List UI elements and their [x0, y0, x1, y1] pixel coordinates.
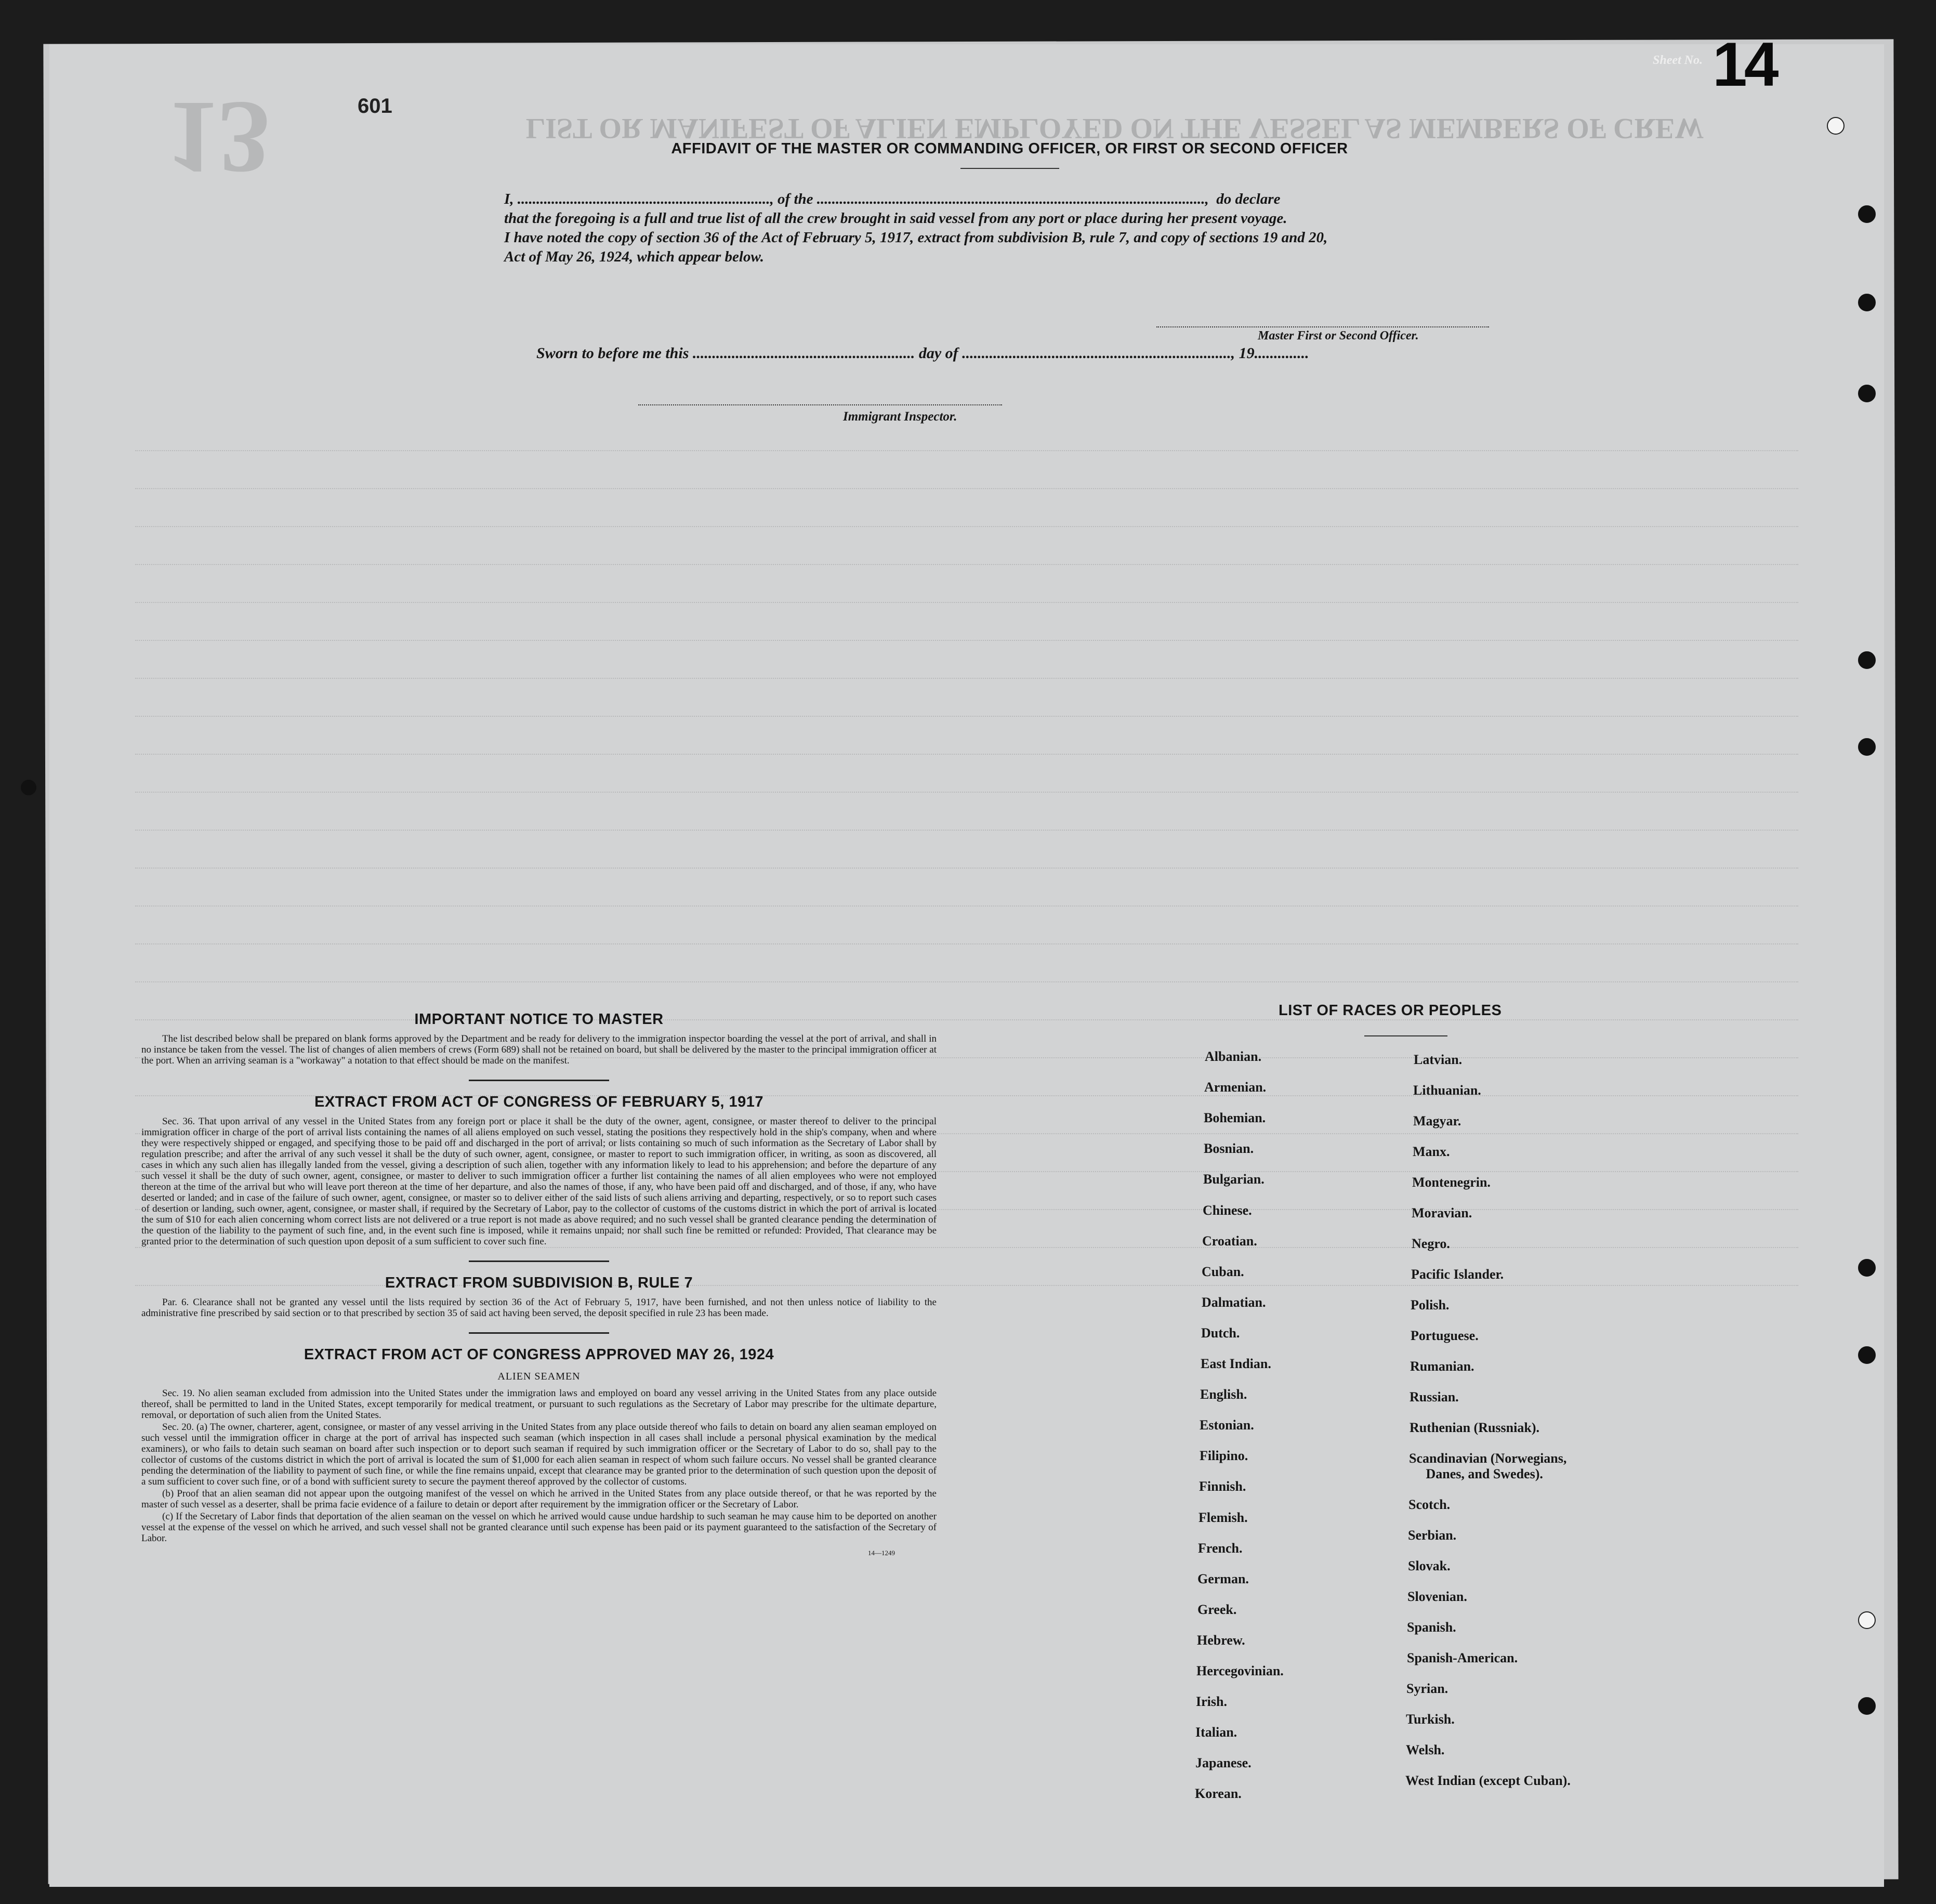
inspector-signature-line — [638, 404, 1002, 405]
race-item: Magyar. — [1413, 1113, 1461, 1128]
bleed-through-row — [135, 447, 1798, 451]
race-item: East Indian. — [1201, 1356, 1271, 1371]
race-item: Scotch. — [1408, 1497, 1451, 1512]
bleed-through-row — [135, 523, 1798, 527]
race-item: Armenian. — [1204, 1080, 1267, 1095]
stamp-number: 601 — [358, 95, 392, 117]
punch-hole — [1858, 294, 1876, 311]
bleed-through-row — [135, 978, 1798, 982]
sheet-number-label: Sheet No. — [1653, 54, 1703, 67]
legal-notices-column — [141, 1011, 937, 1557]
extract-1917-text: Sec. 36. That upon arrival of any vessel in the United States from any foreign port or place it shall be the duty of the owner, agent, consignee, or master thereof to deliver to the principal immigration officer in charge of the port of arrival lists containing the names of all aliens employed on such vessel, stating the positions they respectively hold in the ship's company, when and where they were respectively shipped or engaged, and specifying those to be paid off and discharged in the port of arrival; or lists containing so much of such information as the Secretary of Labor shall by regulation prescribe; and after the arrival of any such vessel it shall be the duty of such owner, agent, consignee, or master to report to such immigration officer, in writing, as soon as discovered, all cases in which any such alien has illegally landed from the vessel, giving a description of such alien, together with any information likely to lead to his apprehension; and before the departure of any such vessel it shall be the duty of such owner, agent, consignee, or master to deliver to such immigration officer a further list containing the names of all alien employees who were not employed thereon at the time of the arrival but who will leave port thereon at the time of her departure, and also the names of those, if any, who have been paid off and discharged, and of those, if any, who have deserted or landed; and in case of the failure of such owner, agent, consignee, or master so to deliver either of the said lists of such aliens arriving and departing, respectively, or so to report such cases of desertion or landing, such owner, agent, consignee, or master shall, if required by the Secretary of Labor, pay to the collector of customs of the customs district in which the port of arrival is located the sum of $10 for each alien concerning whom correct lists are not delivered or a true report is not made as above required; and no such vessel shall be granted clearance pending the determination of the question of the liability to the payment of such fine, and, in the event such fine is imposed, while it remains unpaid; nor shall such fine be remitted or refunded: Provided, That clearance may be granted prior to the determination of such question upon deposit of a sum sufficient to cover such fine. — [141, 1116, 937, 1247]
race-item: Hercegovinian. — [1196, 1663, 1284, 1678]
race-item: Montenegrin. — [1412, 1175, 1491, 1190]
form-number: 14—1249 — [868, 1549, 895, 1557]
extract-rule7-title: EXTRACT FROM SUBDIVISION B, RULE 7 — [385, 1275, 693, 1291]
bleed-through-row — [135, 485, 1798, 489]
race-item: Cuban. — [1202, 1264, 1244, 1279]
race-item: Dalmatian. — [1202, 1295, 1266, 1310]
bleed-through-title: LIST OR MANIFEST OF ALIEN EMPLOYED ON THE VESSEL AS MEMBERS OF CREW — [525, 112, 1704, 145]
master-signature-caption: Master First or Second Officer. — [1258, 329, 1419, 343]
race-item: Bosnian. — [1204, 1141, 1254, 1156]
document-page — [49, 44, 1884, 1887]
race-item: Korean. — [1195, 1786, 1242, 1801]
bleed-through-row — [135, 675, 1798, 679]
race-item: Welsh. — [1406, 1742, 1445, 1757]
section-19-text: Sec. 19. No alien seaman excluded from admission into the United States under the immigration laws and employed on board any vessel arriving in the United States from any place outside thereof, shall be permitted to land in the United States, except temporarily for medical treatment, or pursuant to such regulations as the Secretary of Labor may prescribe for the ultimate departure, removal, or deportation of such alien from the United States. — [141, 1388, 937, 1421]
race-item: Dutch. — [1201, 1325, 1240, 1341]
bleed-through-row — [135, 940, 1798, 944]
race-item: Finnish. — [1199, 1479, 1246, 1494]
race-item: Croatian. — [1202, 1233, 1257, 1249]
punch-hole — [1858, 1611, 1876, 1629]
race-item: Rumanian. — [1410, 1359, 1474, 1374]
master-signature-line — [1156, 326, 1489, 327]
race-item: Lithuanian. — [1413, 1083, 1481, 1098]
race-item: Spanish. — [1407, 1620, 1456, 1635]
race-item: Russian. — [1410, 1389, 1459, 1404]
races-list-title: LIST OF RACES OR PEOPLES — [1279, 1002, 1502, 1019]
bleed-through-row — [135, 599, 1798, 603]
punch-hole — [1858, 1697, 1876, 1715]
race-item: Irish. — [1196, 1694, 1227, 1709]
extract-rule7-text: Par. 6. Clearance shall not be granted any vessel until the lists required by section 36 of the Act of February 5, 1917, have been furnished, and not then unless notice of liability to the administrative fine prescribed by said section or to that prescribed by section 35 of said act having been served, the deposit specified in rule 23 has been made. — [141, 1297, 937, 1319]
race-item: Estonian. — [1200, 1417, 1254, 1433]
sheet-number: 14 — [1713, 30, 1776, 99]
bleed-through-number: 13 — [166, 80, 270, 195]
divider — [469, 1332, 609, 1334]
bleed-through-row — [135, 864, 1798, 869]
bleed-through-row — [135, 751, 1798, 755]
punch-hole — [1858, 1346, 1876, 1364]
divider — [1364, 1035, 1447, 1036]
divider — [960, 168, 1059, 169]
punch-hole — [1858, 1259, 1876, 1277]
bleed-through-row — [135, 637, 1798, 641]
race-item: Albanian. — [1205, 1049, 1262, 1064]
race-item: Hebrew. — [1197, 1633, 1245, 1648]
race-item: English. — [1200, 1387, 1247, 1402]
race-item: Bohemian. — [1204, 1110, 1266, 1125]
bleed-through-row — [135, 561, 1798, 565]
inspector-signature-caption: Immigrant Inspector. — [843, 410, 957, 424]
race-item: Spanish-American. — [1407, 1650, 1518, 1665]
race-item: Greek. — [1197, 1602, 1237, 1617]
punch-hole — [1858, 205, 1876, 223]
affidavit-declaration: I, ..................................................................., of the ......................................................................................................., do declare that the foregoing is a full and true list of all the crew brought in said vessel from any port or place during her present voyage. I have noted the copy of section 36 of the Act of February 5, 1917, extract from subdivision B, rule 7, and copy of sections 19 and 20, Act of May 26, 1924, which appear below. — [504, 191, 1328, 265]
race-item: West Indian (except Cuban). — [1405, 1773, 1571, 1788]
punch-hole — [1858, 651, 1876, 669]
race-item: Ruthenian (Russniak). — [1410, 1420, 1539, 1435]
bleed-through-row — [135, 826, 1798, 831]
race-item: Slovenian. — [1407, 1589, 1467, 1604]
punch-hole — [1827, 117, 1845, 135]
race-item: Japanese. — [1195, 1755, 1252, 1770]
punch-hole — [1858, 385, 1876, 402]
race-item: Turkish. — [1406, 1712, 1455, 1727]
extract-1924-title: EXTRACT FROM ACT OF CONGRESS APPROVED MAY 26, 1924 — [304, 1346, 774, 1363]
sworn-statement: Sworn to before me this ......................................................... day of ....................................................................., 19.............. — [536, 345, 1309, 362]
bleed-through-row — [135, 713, 1798, 717]
race-item: Serbian. — [1408, 1528, 1457, 1543]
race-item: Negro. — [1412, 1236, 1450, 1251]
divider — [469, 1080, 609, 1081]
section-20b-text: (b) Proof that an alien seaman did not appear upon the outgoing manifest of the vessel on which he arrived in the United States from any place outside thereof, or that he was reported by the master of such vessel as a deserter, shall be prima facie evidence of a failure to detain or deport after requirement by the immigration officer or the Secretary of Labor. — [141, 1488, 937, 1510]
bleed-through-row — [135, 902, 1798, 907]
affidavit-title: AFFIDAVIT OF THE MASTER OR COMMANDING OFFICER, OR FIRST OR SECOND OFFICER — [671, 140, 1348, 157]
race-item: Italian. — [1195, 1725, 1237, 1740]
section-20c-text: (c) If the Secretary of Labor finds that deportation of the alien seaman on the vessel on which he arrived would cause undue hardship to such seaman he may cause him to be deported on another vessel at the expense of the vessel on which he arrived, and such vessel shall not be granted clearance until such expense has been paid or its payment guaranteed to the satisfaction of the Secretary of Labor. — [141, 1511, 937, 1544]
race-item: Latvian. — [1414, 1052, 1463, 1067]
race-item: Scandinavian (Norwegians, Danes, and Swedes). — [1409, 1451, 1567, 1481]
race-item: Filipino. — [1200, 1448, 1248, 1463]
punch-hole — [21, 780, 36, 795]
race-item: Manx. — [1413, 1144, 1450, 1159]
punch-hole — [1858, 738, 1876, 756]
notice-text: The list described below shall be prepared on blank forms approved by the Department and be ready for delivery to the immigration inspector boarding the vessel at the port of arrival, and shall in no instance be taken from the vessel. The list of changes of alien members of crews (Form 689) shall not be retained on board, but shall be delivered by the master to the principal immigration officer at the port. When an arriving seaman is a "workaway" a notation to that effect should be made on the manifest. — [141, 1033, 937, 1066]
race-item: Polish. — [1411, 1297, 1450, 1312]
race-item: Moravian. — [1412, 1205, 1472, 1220]
divider — [469, 1260, 609, 1262]
race-item: Pacific Islander. — [1411, 1267, 1504, 1282]
race-item: German. — [1197, 1571, 1249, 1586]
race-item: Chinese. — [1203, 1203, 1252, 1218]
race-item: Flemish. — [1199, 1510, 1248, 1525]
race-item: French. — [1198, 1541, 1243, 1556]
race-item: Syrian. — [1406, 1681, 1448, 1696]
bleed-through-row — [135, 789, 1798, 793]
notice-title: IMPORTANT NOTICE TO MASTER — [414, 1011, 664, 1028]
race-item: Portuguese. — [1411, 1328, 1479, 1343]
race-item: Slovak. — [1408, 1558, 1451, 1573]
section-20a-text: Sec. 20. (a) The owner, charterer, agent, consignee, or master of any vessel arriving in the United States from any place outside thereof who fails to detain on board any alien seaman employed on such vessel until the immigration officer in charge at the port of arrival has inspected such seaman (which inspection in all cases shall include a personal physical examination by the medical examiners), or who fails to detain such seaman on board after such inspection or to deport such seaman if required by such immigration officer or the Secretary of Labor to do so, shall pay to the collector of customs of the customs district in which the port of arrival is located the sum of $1,000 for each alien seaman in respect of whom such failure occurs. No vessel shall be granted clearance pending the determination of the liability to payment of such fine, or while the fine remains unpaid, except that clearance may be granted prior to the determination of such question upon the deposit of a sum sufficient to cover such fine, or of a bond with sufficient surety to secure the payment thereof approved by the collector of customs. — [141, 1422, 937, 1487]
race-item: Bulgarian. — [1203, 1172, 1265, 1187]
alien-seamen-subtitle: ALIEN SEAMEN — [497, 1371, 581, 1382]
affidavit-section — [504, 140, 1515, 267]
extract-1917-title: EXTRACT FROM ACT OF CONGRESS OF FEBRUARY 5, 1917 — [314, 1094, 764, 1110]
